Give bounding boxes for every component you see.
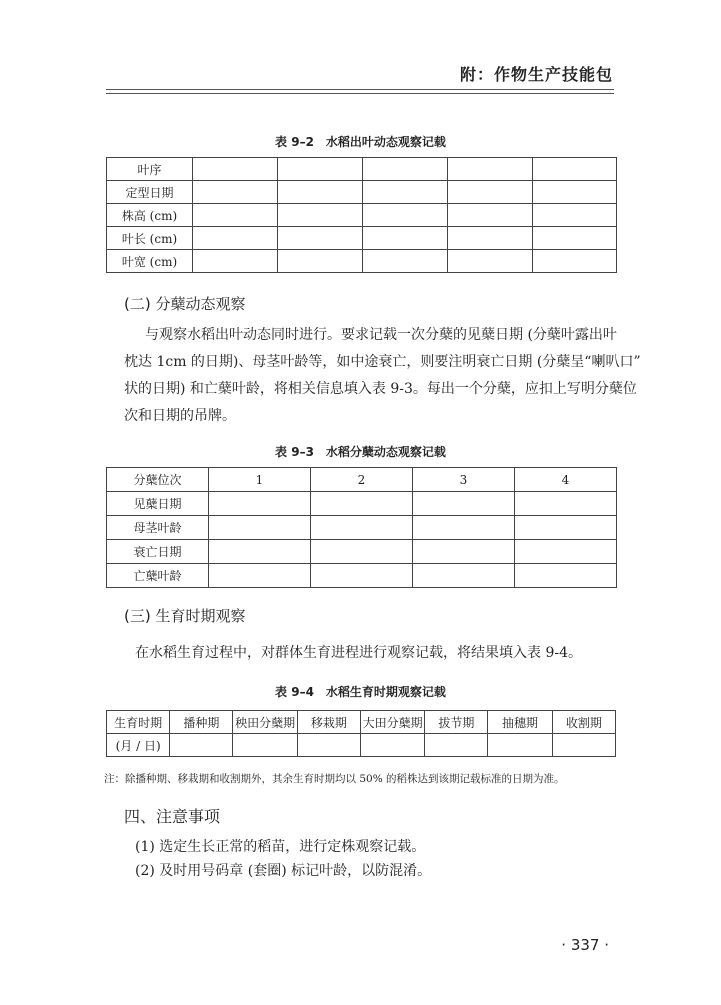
table-cell [209,492,311,516]
section-heading: (二) 分蘖动态观察 [124,295,246,313]
table-cell [413,492,515,516]
table-cell [193,227,278,250]
table-cell [413,564,515,588]
header-cell: 收割期 [552,711,615,734]
table-cell [209,516,311,540]
section-heading: (三) 生育时期观察 [124,607,246,625]
table-cell [278,181,363,204]
header-cell: 分蘖位次 [107,468,209,492]
table-cell [311,516,413,540]
header-cell: 3 [413,468,515,492]
table-cell [311,540,413,564]
table-cell [413,516,515,540]
tillering-table [106,467,617,588]
table-cell [515,540,617,564]
row-label: 定型日期 [107,181,193,204]
table-cell [311,492,413,516]
table-cell [209,540,311,564]
table-cell [363,204,448,227]
page-number: · 337 · [561,936,609,954]
table-cell [363,158,448,181]
row-label: (月 / 日) [107,734,170,757]
table-cell [278,227,363,250]
table-cell [360,734,424,757]
table-cell [488,734,552,757]
paragraph-line: 枕达 1cm 的日期)、母茎叶龄等，如中途衰亡，则要注明衰亡日期 (分蘖呈“喇叭口” [124,354,641,370]
table-cell [193,250,278,273]
row-label: 叶长 (cm) [107,227,193,250]
header-cell: 秧田分蘖期 [233,711,297,734]
table-cell [533,204,617,227]
table-cell [533,181,617,204]
table-cell [278,204,363,227]
header-cell: 移栽期 [297,711,360,734]
row-label: 母茎叶龄 [107,516,209,540]
table-cell [533,227,617,250]
table-cell [515,516,617,540]
table-cell [533,250,617,273]
table-cell [233,734,297,757]
leaf-emergence-table [106,157,617,273]
list-item: (2) 及时用号码章 (套圈) 标记叶龄，以防混淆。 [135,863,432,879]
paragraph-line: 与观察水稻出叶动态同时进行。要求记载一次分蘖的见蘖日期 (分蘖叶露出叶 [145,327,617,343]
header-cell: 生育时期 [107,711,170,734]
table-cell [448,250,533,273]
table-cell [515,492,617,516]
table-cell [363,250,448,273]
table-cell [448,158,533,181]
table-cell [193,181,278,204]
row-label: 衰亡日期 [107,540,209,564]
paragraph-line: 在水稻生育过程中，对群体生育进程进行观察记载，将结果填入表 9-4。 [135,645,582,661]
header-rule [106,93,614,94]
table-caption: 表 9–3 水稻分蘖动态观察记载 [275,445,446,459]
table-cell [448,181,533,204]
table-cell [297,734,360,757]
table-cell [193,204,278,227]
header-rule [106,89,614,90]
table-note: 注：除播种期、移栽期和收割期外，其余生育时期均以 50% 的稻株达到该期记载标准的日期为准。 [104,773,565,785]
table-cell [425,734,488,757]
row-label: 株高 (cm) [107,204,193,227]
table-cell [278,158,363,181]
list-item: (1) 选定生长正常的稻苗，进行定株观察记载。 [135,839,426,855]
table-cell [448,227,533,250]
table-cell [448,204,533,227]
table-cell [170,734,233,757]
header-cell: 1 [209,468,311,492]
table-cell [515,564,617,588]
table-cell [533,158,617,181]
row-label: 叶序 [107,158,193,181]
table-cell [209,564,311,588]
table-cell [363,181,448,204]
growth-stage-table [106,710,616,757]
row-label: 见蘖日期 [107,492,209,516]
row-label: 叶宽 (cm) [107,250,193,273]
header-cell: 4 [515,468,617,492]
header-cell: 拔节期 [425,711,488,734]
table-caption: 表 9–2 水稻出叶动态观察记载 [275,135,446,149]
header-cell: 抽穗期 [488,711,552,734]
table-cell [363,227,448,250]
section-heading: 四、注意事项 [124,807,221,826]
paragraph-line: 状的日期) 和亡蘖叶龄，将相关信息填入表 9-3。每出一个分蘖，应扣上写明分蘖位 [124,381,637,397]
table-caption: 表 9–4 水稻生育时期观察记载 [275,685,446,699]
table-cell [552,734,615,757]
table-cell [193,158,278,181]
header-cell: 播种期 [170,711,233,734]
row-label: 亡蘖叶龄 [107,564,209,588]
header-cell: 大田分蘖期 [360,711,424,734]
table-cell [278,250,363,273]
paragraph-line: 次和日期的吊牌。 [124,408,236,424]
table-cell [413,540,515,564]
running-header: 附：作物生产技能包 [459,65,613,84]
table-cell [311,564,413,588]
header-cell: 2 [311,468,413,492]
